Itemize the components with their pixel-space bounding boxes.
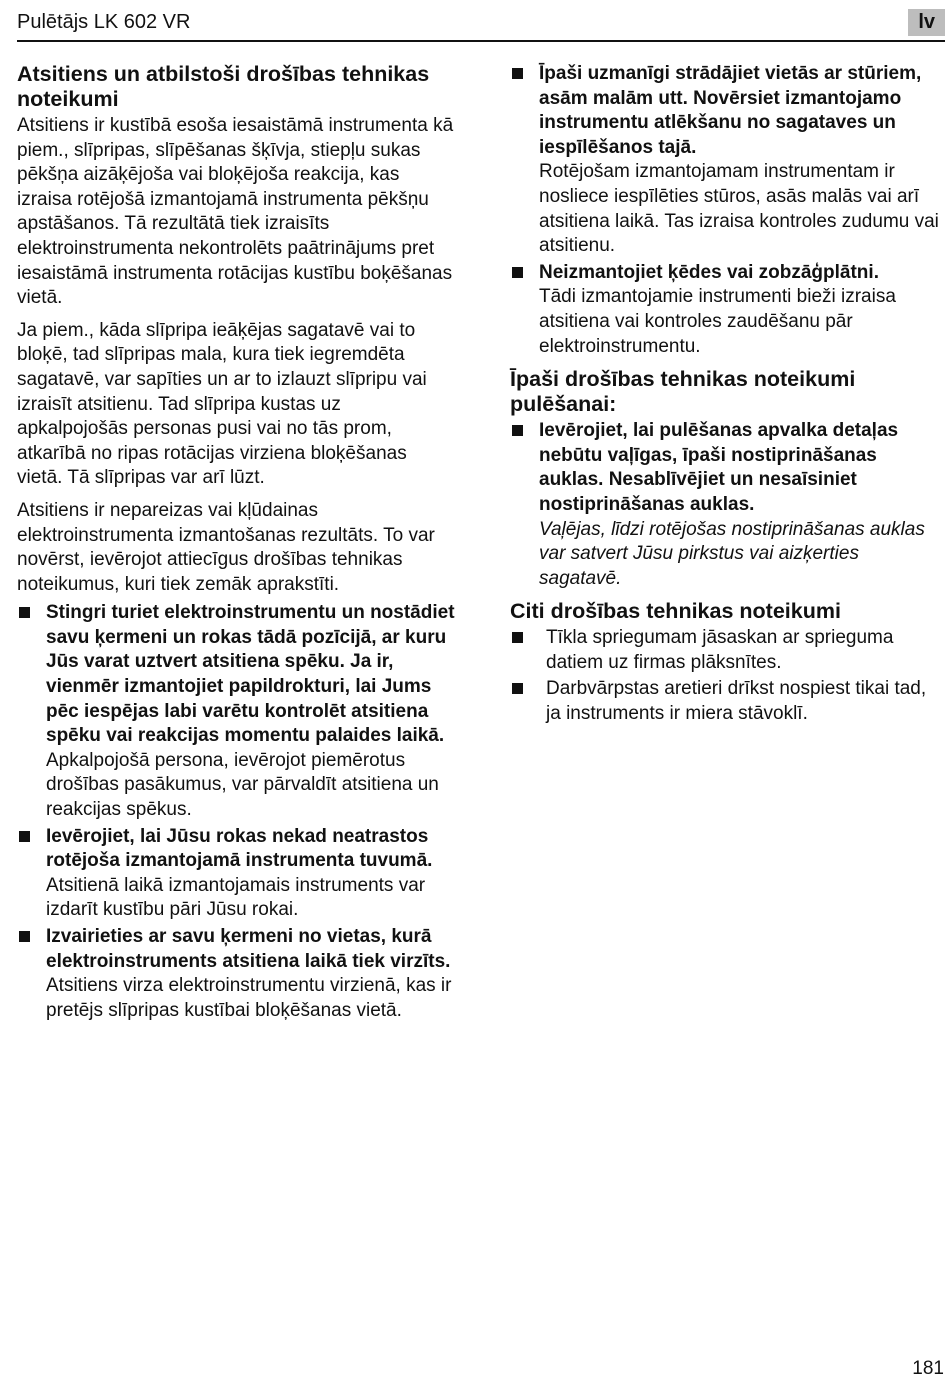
paragraph: Atsitiens ir nepareizas vai kļūdainas elektroinstrumenta izmantošanas rezultāts. To var novērst, ievērojot attiecīgus drošības tehnikas noteikumus, kuri tiek zemāk aprakstīti.: [17, 499, 435, 595]
section-heading-polishing: Īpaši drošības tehnikas noteikumi pulēšanai:: [510, 367, 856, 417]
bullet-square-icon: [512, 68, 523, 79]
bullet-square-icon: [512, 632, 523, 643]
header-title: Pulētājs LK 602 VR: [17, 11, 191, 33]
list-item-text: Tīkla spriegumam jāsaskan ar spriegumа datiem uz firmas plāksnītes.: [546, 627, 894, 673]
list-item-bold: Īpaši uzmanīgi strādājiet vietās ar stūriem, asām malām utt. Novērsiet izmantojamo instrumentu atlēkšanu no sagataves un iespīlēšanos tajā.: [539, 63, 922, 158]
list-item: [510, 261, 945, 359]
list-item-bold: Neizmantojiet ķēdes vai zobzāģplātni.: [539, 261, 879, 283]
paragraph: Ja piem., kāda slīpripa ieāķējas sagatavē vai to bloķē, tad slīpripas mala, kura tiek iegremdēta sagatavē, var sapīties un ar to izlauzt slīpripu vai izraisīt atsitienu. Tad slīpripa kustas uz apkalpojošās personas pusi vai no tās prom, atkarībā no ripas rotācijas virziena bloķēšanas vietā. Tā slīpripas var arī lūzt.: [17, 319, 427, 489]
list-item: [510, 626, 945, 675]
language-badge: lv: [908, 9, 945, 36]
list-item-text: Rotējošam izmantojamam instrumentam ir nosliece iespīlēties stūros, asās malās vai arī atsitiena laikā. Tas izraisa kontroles zudumu vai atsitienu.: [539, 161, 939, 257]
list-item: [510, 419, 945, 591]
list-item-italic: Vaļējas, līdzi rotējošas nostiprināšanas auklas var satvert Jūsu pirkstus vai aizķerties sagatavē.: [539, 518, 925, 589]
list-item: [510, 62, 945, 259]
list-item: [17, 825, 457, 923]
page-header: [17, 8, 945, 42]
list-item-bold: Stingri turiet elektroinstrumentu un nostādiet savu ķermeni un rokas tādā pozīcijā, ar kuru Jūs varat uztvert atsitiena spēku. Ja ir, vienmēr izmantojiet papildrokturi, lai Jums pēc iespējas labi varētu kontrolēt atsitiena spēku vai reakcijas momentu palaides laikā.: [46, 602, 455, 747]
list-item-bold: Ievērojiet, lai pulēšanas apvalka detaļas nebūtu vaļīgas, īpaši nostiprināšanas auklas. Nesablīvējiet un nesaīsiniet nostiprināšanas auklas.: [539, 420, 899, 515]
list-item-text: Atsitienā laikā izmantojamais instruments var izdarīt kustību pāri Jūsu rokai.: [46, 874, 426, 921]
bullet-square-icon: [19, 831, 30, 842]
bullet-square-icon: [512, 267, 523, 278]
list-item-text: Apkalpojošā persona, ievērojot piemērotus drošības pasākumus, var pārvaldīt atsitiena un reakcijas spēkus.: [46, 749, 439, 821]
page-number: 181: [912, 1358, 944, 1379]
right-column: [510, 62, 945, 727]
paragraph: Atsitiens ir kustībā esoša iesaistāmā instrumenta kā piem., slīpripas, slīpēšanas šķīvja, stiepļu sukas pēkšņa aizāķējoša vai bloķējoša reakcija, kas izraisa rotējošā izmantojamā instrumenta pēkšņu apstāšanos. Tā rezultātā tiek izraisīts elektroinstrumenta nekontrolēts paātrinājums pret iesaistāmā instrumenta rotācijas kustību boķēšanas vietā.: [17, 115, 454, 309]
bullet-square-icon: [19, 931, 30, 942]
list-item: [17, 601, 457, 822]
list-item-text: Tādi izmantojamie instrumenti bieži izraisa atsitiena vai kontroles zaudēšanu pār elektroinstrumentu.: [539, 286, 896, 357]
list-item-text: Atsitiens virza elektroinstrumentu virzienā, kas ir pretējs slīpripas kustībai bloķēšanas vietā.: [46, 975, 452, 1021]
section-heading-other: Citi drošības tehnikas noteikumi: [510, 599, 841, 624]
bullet-square-icon: [19, 607, 30, 618]
left-column: [17, 62, 457, 1023]
list-item: [17, 925, 457, 1023]
bullet-square-icon: [512, 683, 523, 694]
bullet-square-icon: [512, 425, 523, 436]
list-item-text: Darbvārpstas aretieri drīkst nospiest tikai tad, ja instruments ir miera stāvoklī.: [546, 678, 927, 725]
list-item-bold: Izvairieties ar savu ķermeni no vietas, kurā elektroinstruments atsitiena laikā tiek virzīts.: [46, 926, 451, 972]
list-item: [510, 677, 945, 726]
list-item-bold: Ievērojiet, lai Jūsu rokas nekad neatrastos rotējoša izmantojamā instrumenta tuvumā.: [46, 825, 433, 872]
section-heading-kickback: Atsitiens un atbilstoši drošības tehnikas noteikumi: [17, 62, 430, 111]
